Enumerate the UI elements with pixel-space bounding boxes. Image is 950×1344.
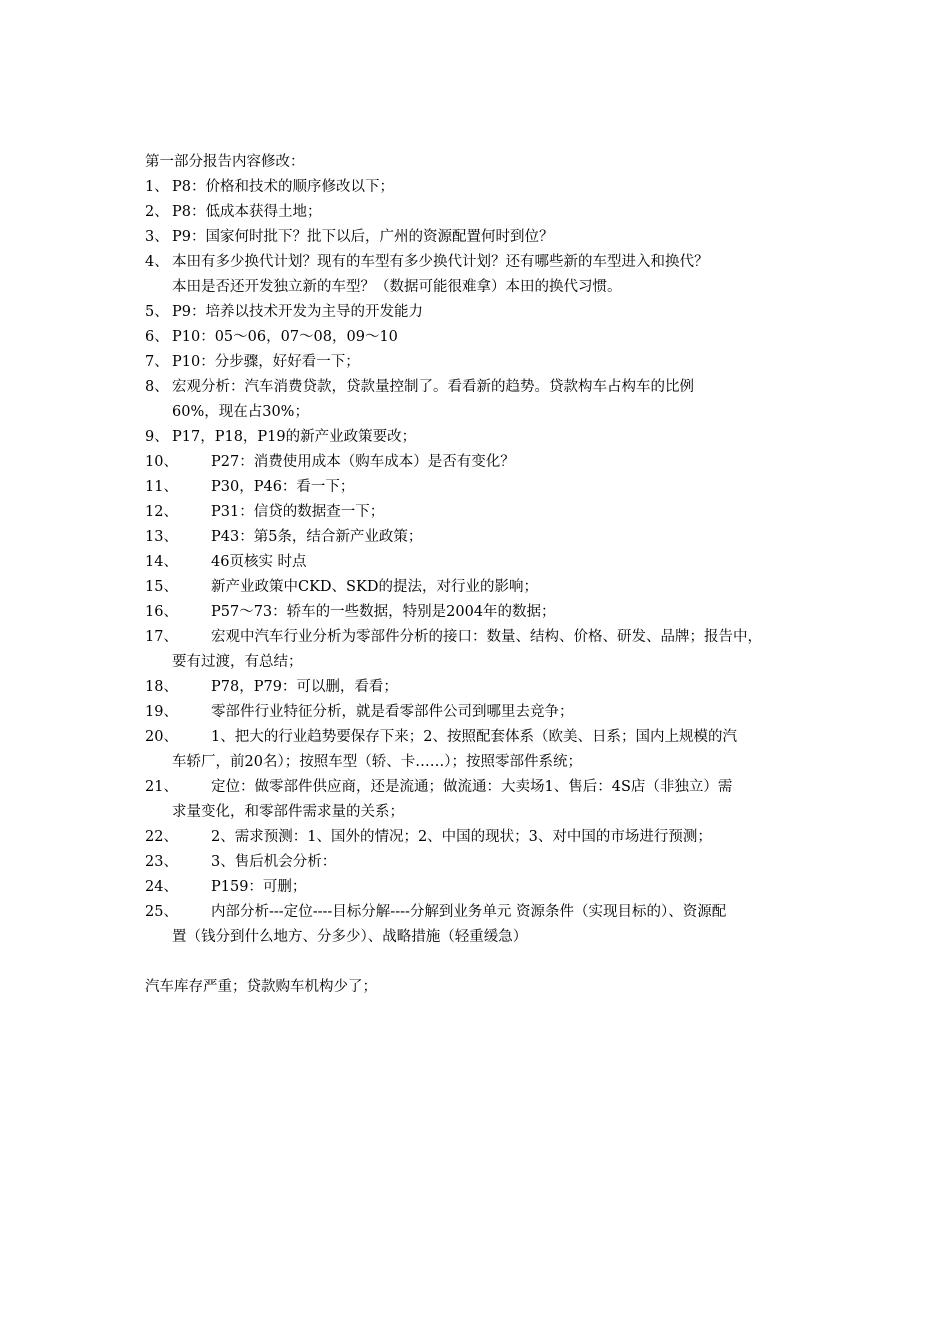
list-item xyxy=(145,525,825,550)
item-number: 16、 xyxy=(145,604,178,620)
list-item xyxy=(145,250,825,275)
item-number: 22、 xyxy=(145,829,178,845)
list-item xyxy=(145,200,825,225)
list-item xyxy=(145,450,825,475)
item-text: P43：第5条，结合新产业政策； xyxy=(211,529,423,545)
list-item xyxy=(145,375,825,400)
item-text: 新产业政策中CKD、SKD的提法，对行业的影响； xyxy=(211,579,538,595)
item-number: 11、 xyxy=(145,479,178,495)
item-text-continuation: 60%，现在占30%； xyxy=(172,404,309,420)
item-number: 1、 xyxy=(145,179,169,195)
item-text: 宏观分析：汽车消费贷款，贷款量控制了。看看新的趋势。贷款构车占构车的比例 xyxy=(172,379,694,395)
item-text: 3、售后机会分析： xyxy=(211,854,337,870)
item-text: 1、把大的行业趋势要保存下来；2、按照配套体系（欧美、日系；国内上规模的汽 xyxy=(211,729,737,745)
item-text: P8：低成本获得土地； xyxy=(172,204,322,220)
list-item xyxy=(145,475,825,500)
list-item xyxy=(145,600,825,625)
item-text-continuation: 本田是否还开发独立新的车型？（数据可能很难拿）本田的换代习惯。 xyxy=(172,279,622,295)
item-text: P159：可删； xyxy=(211,879,307,895)
item-text: P10：分步骤，好好看一下； xyxy=(172,354,360,370)
item-text: P27：消费使用成本（购车成本）是否有变化？ xyxy=(211,454,515,470)
list-item xyxy=(145,675,825,700)
item-text-continuation: 车轿厂，前20名）；按照车型（轿、卡……）；按照零部件系统； xyxy=(172,754,582,770)
list-item xyxy=(145,700,825,725)
list-item xyxy=(145,300,825,325)
item-number: 23、 xyxy=(145,854,178,870)
item-text: 46页核实 时点 xyxy=(211,554,307,570)
list-item xyxy=(145,625,825,650)
item-number: 21、 xyxy=(145,779,178,795)
item-text: P9：培养以技术开发为主导的开发能力 xyxy=(172,304,423,320)
item-text: P10：05～06，07～08，09～10 xyxy=(172,329,398,345)
item-text: 零部件行业特征分析，就是看零部件公司到哪里去竞争； xyxy=(211,704,574,720)
item-number: 10、 xyxy=(145,454,178,470)
item-text: 2、需求预测：1、国外的情况；2、中国的现状；3、对中国的市场进行预测； xyxy=(211,829,712,845)
item-number: 20、 xyxy=(145,729,178,745)
list-item xyxy=(145,900,825,925)
item-number: 19、 xyxy=(145,704,178,720)
item-number: 3、 xyxy=(145,229,169,245)
list-item xyxy=(145,875,825,900)
item-number: 9、 xyxy=(145,429,169,445)
item-text: P78，P79：可以删，看看； xyxy=(211,679,398,695)
list-item xyxy=(145,825,825,850)
item-number: 4、 xyxy=(145,254,169,270)
item-number: 13、 xyxy=(145,529,178,545)
list-item xyxy=(145,550,825,575)
item-text: P57～73：轿车的一些数据，特别是2004年的数据； xyxy=(211,604,556,620)
item-number: 14、 xyxy=(145,554,178,570)
item-number: 8、 xyxy=(145,379,169,395)
item-number: 18、 xyxy=(145,679,178,695)
list-item xyxy=(145,225,825,250)
item-text: P8：价格和技术的顺序修改以下； xyxy=(172,179,394,195)
item-text-continuation: 求量变化，和零部件需求量的关系； xyxy=(172,804,404,820)
item-text: P30，P46：看一下； xyxy=(211,479,355,495)
section-title: 第一部分报告内容修改： xyxy=(145,154,305,170)
item-text: 内部分析---定位----目标分解----分解到业务单元 资源条件（实现目标的）、资源配 xyxy=(211,904,727,920)
item-text: 定位：做零部件供应商，还是流通；做流通：大卖场1、售后：4S店（非独立）需 xyxy=(211,779,733,795)
item-text: 本田有多少换代计划？现有的车型有多少换代计划？还有哪些新的车型进入和换代？ xyxy=(172,254,709,270)
item-number: 24、 xyxy=(145,879,178,895)
list-item xyxy=(145,850,825,875)
list-item xyxy=(145,325,825,350)
list-item xyxy=(145,575,825,600)
item-number: 12、 xyxy=(145,504,178,520)
item-text: P17，P18，P19的新产业政策要改； xyxy=(172,429,417,445)
list-item xyxy=(145,425,825,450)
item-number: 5、 xyxy=(145,304,169,320)
document-body xyxy=(145,150,825,1000)
list-item xyxy=(145,500,825,525)
item-number: 17、 xyxy=(145,629,178,645)
list-item xyxy=(145,175,825,200)
item-list xyxy=(145,175,825,950)
footer-note: 汽车库存严重；贷款购车机构少了； xyxy=(145,979,377,995)
item-text: P31：信贷的数据查一下； xyxy=(211,504,385,520)
item-text-continuation: 置（钱分到什么地方、分多少）、战略措施（轻重缓急） xyxy=(172,929,528,945)
item-number: 15、 xyxy=(145,579,178,595)
item-text-continuation: 要有过渡，有总结； xyxy=(172,654,303,670)
item-number: 25、 xyxy=(145,904,178,920)
list-item xyxy=(145,725,825,750)
item-text: 宏观中汽车行业分析为零部件分析的接口：数量、结构、价格、研发、品牌；报告中， xyxy=(211,629,762,645)
list-item xyxy=(145,350,825,375)
item-number: 7、 xyxy=(145,354,169,370)
list-item xyxy=(145,775,825,800)
item-number: 2、 xyxy=(145,204,169,220)
item-text: P9：国家何时批下？批下以后，广州的资源配置何时到位？ xyxy=(172,229,554,245)
item-number: 6、 xyxy=(145,329,169,345)
